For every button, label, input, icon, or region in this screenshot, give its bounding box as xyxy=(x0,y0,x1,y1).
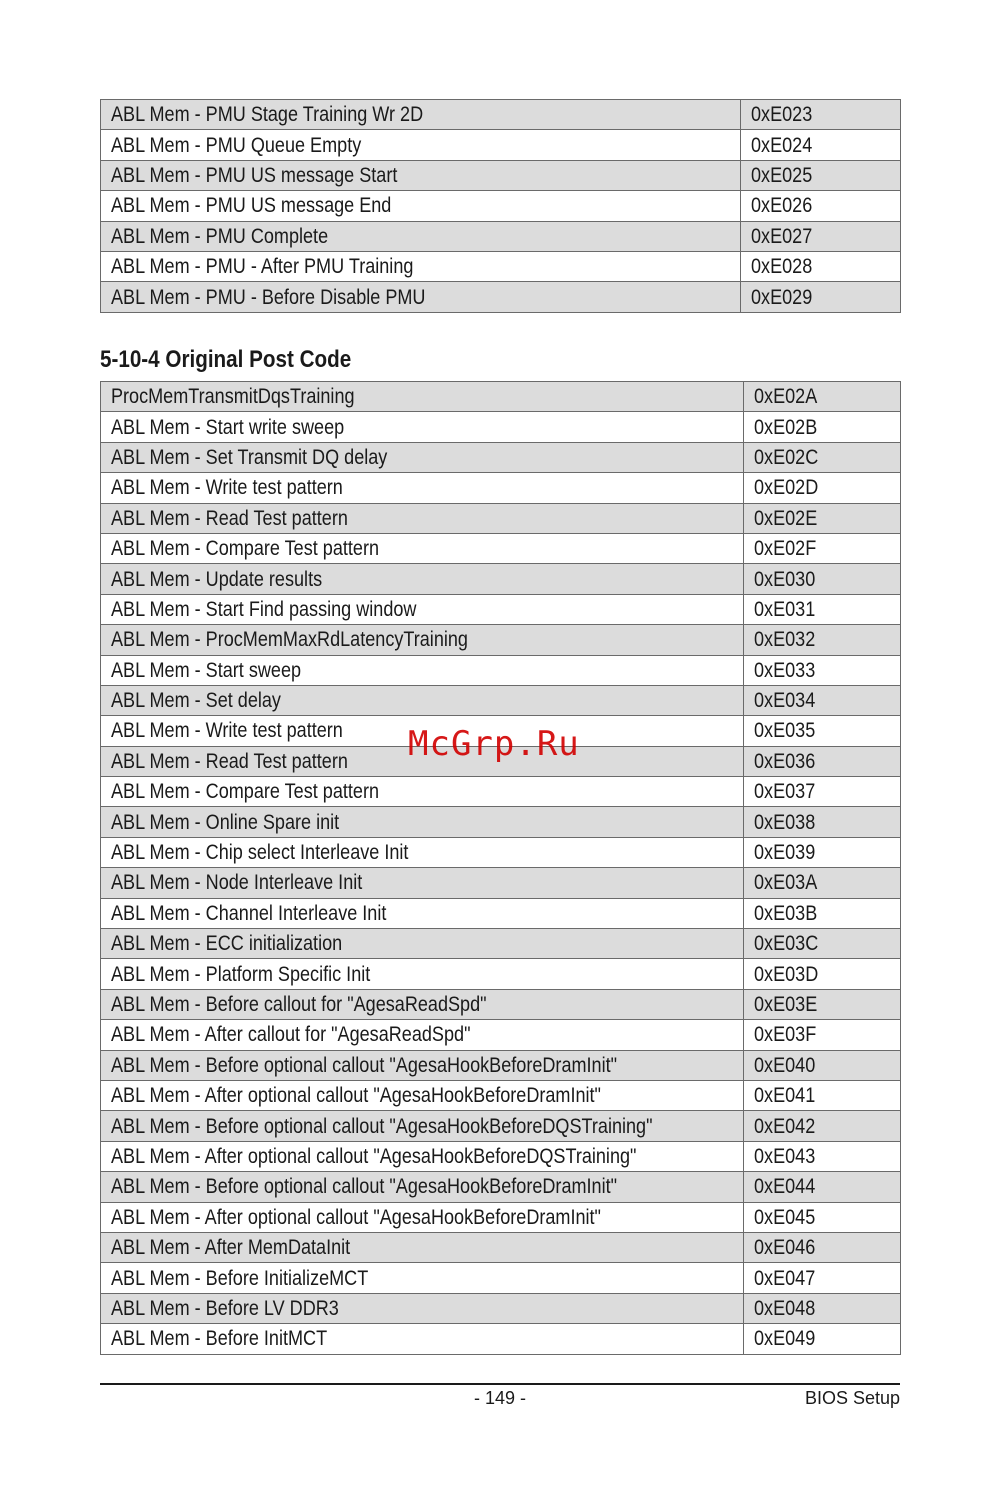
row-code xyxy=(741,191,901,221)
row-description xyxy=(101,837,744,867)
row-code-text: 0xE02B xyxy=(754,415,818,439)
row-code xyxy=(741,251,901,281)
row-description-text: ABL Mem - PMU - Before Disable PMU xyxy=(111,285,426,309)
row-description-text: ABL Mem - PMU US message End xyxy=(111,194,392,218)
row-code xyxy=(741,100,901,130)
row-description xyxy=(101,1263,744,1293)
row-code xyxy=(744,898,901,928)
row-code xyxy=(744,533,901,563)
row-description-text: ABL Mem - PMU - After PMU Training xyxy=(111,255,414,279)
row-code xyxy=(744,959,901,989)
row-code xyxy=(744,685,901,715)
table-row xyxy=(101,685,901,715)
row-description-text: ABL Mem - Start sweep xyxy=(111,658,302,682)
row-code-text: 0xE034 xyxy=(754,689,816,713)
row-code xyxy=(744,1324,901,1354)
row-code xyxy=(744,746,901,776)
row-description-text: ABL Mem - Start write sweep xyxy=(111,415,345,439)
table-row xyxy=(101,1111,901,1141)
table-row xyxy=(101,837,901,867)
row-code xyxy=(744,1202,901,1232)
row-code-text: 0xE02E xyxy=(754,506,818,530)
page-number: - 149 - xyxy=(473,1388,527,1408)
row-code-text: 0xE038 xyxy=(754,810,816,834)
row-description xyxy=(101,564,744,594)
row-description-text: ABL Mem - Online Spare init xyxy=(111,810,340,834)
table-row xyxy=(101,251,901,281)
row-code-text: 0xE02F xyxy=(754,537,817,561)
row-code xyxy=(744,807,901,837)
row-description xyxy=(101,100,741,130)
row-description-text: ABL Mem - Before optional callout "AgesaHookBeforeDramInit" xyxy=(111,1053,618,1077)
row-code xyxy=(744,503,901,533)
row-code-text: 0xE030 xyxy=(754,567,816,591)
row-description xyxy=(101,1324,744,1354)
table-row xyxy=(101,1080,901,1110)
row-code-text: 0xE03B xyxy=(754,901,818,925)
row-description-text: ABL Mem - PMU Complete xyxy=(111,224,329,248)
table-row xyxy=(101,1050,901,1080)
row-description xyxy=(101,503,744,533)
row-code xyxy=(744,1080,901,1110)
row-description xyxy=(101,160,741,190)
row-description xyxy=(101,594,744,624)
row-description xyxy=(101,282,741,312)
row-description-text: ABL Mem - Before callout for "AgesaReadSpd" xyxy=(111,993,487,1016)
row-description-text: ABL Mem - Read Test pattern xyxy=(111,749,348,773)
row-code xyxy=(741,160,901,190)
row-code xyxy=(744,1111,901,1141)
row-description xyxy=(101,1172,744,1202)
row-code-text: 0xE043 xyxy=(754,1144,816,1168)
section-heading xyxy=(100,346,392,374)
table-row xyxy=(101,160,901,190)
row-code xyxy=(744,442,901,472)
post-code-table-top xyxy=(100,99,901,313)
row-code-text: 0xE02C xyxy=(754,445,819,469)
row-description xyxy=(101,1050,744,1080)
post-code-table-main xyxy=(100,381,901,1355)
row-description xyxy=(101,130,741,160)
row-description-text: ABL Mem - Chip select Interleave Init xyxy=(111,841,409,865)
row-code-text: 0xE033 xyxy=(754,658,816,682)
row-description xyxy=(101,655,744,685)
row-description-text: ABL Mem - Write test pattern xyxy=(111,476,343,500)
row-description-text: ABL Mem - Before InitializeMCT xyxy=(111,1266,369,1290)
row-description xyxy=(101,929,744,959)
row-description xyxy=(101,989,744,1019)
row-description-text: ABL Mem - ProcMemMaxRdLatencyTraining xyxy=(111,628,468,652)
row-code xyxy=(744,929,901,959)
table-row xyxy=(101,1293,901,1323)
row-code xyxy=(744,989,901,1019)
table-row xyxy=(101,221,901,251)
row-code-text: 0xE024 xyxy=(751,133,813,157)
row-code-text: 0xE047 xyxy=(754,1266,816,1290)
row-code xyxy=(744,1172,901,1202)
row-code xyxy=(741,221,901,251)
table-row xyxy=(101,777,901,807)
row-code-text: 0xE03A xyxy=(754,871,818,895)
row-description-text: ABL Mem - Node Interleave Init xyxy=(111,871,363,895)
row-description xyxy=(101,442,744,472)
row-description-text: ABL Mem - Read Test pattern xyxy=(111,506,348,530)
row-code-text: 0xE041 xyxy=(754,1084,816,1108)
row-code xyxy=(744,594,901,624)
row-code-text: 0xE023 xyxy=(751,103,813,127)
table-row xyxy=(101,655,901,685)
row-description xyxy=(101,898,744,928)
row-code-text: 0xE045 xyxy=(754,1205,816,1229)
row-description-text: ABL Mem - Before LV DDR3 xyxy=(111,1296,339,1320)
row-description xyxy=(101,625,744,655)
row-description-text: ABL Mem - PMU Queue Empty xyxy=(111,133,362,157)
table-row xyxy=(101,100,901,130)
table-row xyxy=(101,130,901,160)
row-description xyxy=(101,221,741,251)
row-code-text: 0xE03D xyxy=(754,962,819,986)
row-description-text: ABL Mem - After optional callout "AgesaHookBeforeDQSTraining" xyxy=(111,1144,637,1168)
row-code-text: 0xE03F xyxy=(754,1023,817,1047)
row-code-text: 0xE044 xyxy=(754,1175,816,1199)
row-description-text: ABL Mem - Before optional callout "AgesaHookBeforeDramInit" xyxy=(111,1175,618,1199)
table-row xyxy=(101,382,901,412)
row-description-text: ABL Mem - PMU US message Start xyxy=(111,163,398,187)
row-code xyxy=(744,868,901,898)
table-row xyxy=(101,282,901,312)
row-code xyxy=(744,412,901,442)
row-code xyxy=(744,655,901,685)
row-description xyxy=(101,1202,744,1232)
row-description xyxy=(101,1080,744,1110)
table-row xyxy=(101,868,901,898)
table-row xyxy=(101,1232,901,1262)
row-code xyxy=(744,564,901,594)
table-row xyxy=(101,1172,901,1202)
table-row xyxy=(101,503,901,533)
table-row xyxy=(101,594,901,624)
row-code xyxy=(741,130,901,160)
table-row xyxy=(101,1263,901,1293)
watermark: McGrp.Ru xyxy=(408,724,580,764)
row-description-text: ABL Mem - Set delay xyxy=(111,689,281,713)
row-code-text: 0xE046 xyxy=(754,1236,816,1260)
row-description xyxy=(101,959,744,989)
row-code xyxy=(744,837,901,867)
footer-title: BIOS Setup xyxy=(804,1388,900,1408)
row-description-text: ABL Mem - Before optional callout "AgesaHookBeforeDQSTraining" xyxy=(111,1114,653,1138)
row-description xyxy=(101,868,744,898)
table-row xyxy=(101,625,901,655)
row-code xyxy=(744,1020,901,1050)
row-description-text: ABL Mem - Channel Interleave Init xyxy=(111,901,387,925)
row-description xyxy=(101,382,744,412)
row-code-text: 0xE02D xyxy=(754,476,819,500)
row-description xyxy=(101,807,744,837)
row-code-text: 0xE03C xyxy=(754,932,819,956)
table-row xyxy=(101,959,901,989)
table-row xyxy=(101,807,901,837)
row-description-text: ABL Mem - Compare Test pattern xyxy=(111,780,380,804)
row-code-text: 0xE028 xyxy=(751,255,813,279)
row-description xyxy=(101,1232,744,1262)
row-code-text: 0xE02A xyxy=(754,385,818,409)
table-row xyxy=(101,473,901,503)
row-code-text: 0xE032 xyxy=(754,628,816,652)
row-description xyxy=(101,685,744,715)
section-heading-text: 5-10-4 Original Post Code xyxy=(100,346,352,373)
footer-divider xyxy=(100,1383,900,1385)
row-code-text: 0xE027 xyxy=(751,224,813,248)
row-description-text: ABL Mem - Platform Specific Init xyxy=(111,962,371,986)
row-description-text: ABL Mem - Before InitMCT xyxy=(111,1327,328,1351)
row-description xyxy=(101,191,741,221)
row-code xyxy=(744,382,901,412)
table-row xyxy=(101,989,901,1019)
row-description xyxy=(101,251,741,281)
row-description xyxy=(101,412,744,442)
table-row xyxy=(101,412,901,442)
row-code-text: 0xE048 xyxy=(754,1296,816,1320)
row-description-text: ABL Mem - Compare Test pattern xyxy=(111,537,380,561)
row-code xyxy=(744,716,901,746)
table-row xyxy=(101,1324,901,1354)
row-description xyxy=(101,533,744,563)
table-row xyxy=(101,533,901,563)
row-description-text: ABL Mem - Write test pattern xyxy=(111,719,343,743)
row-description xyxy=(101,1141,744,1171)
row-description xyxy=(101,777,744,807)
table-row xyxy=(101,1141,901,1171)
row-code-text: 0xE035 xyxy=(754,719,816,743)
row-description-text: ABL Mem - After MemDataInit xyxy=(111,1236,351,1260)
table-row xyxy=(101,1020,901,1050)
row-description xyxy=(101,1293,744,1323)
table-row xyxy=(101,929,901,959)
row-code-text: 0xE037 xyxy=(754,780,816,804)
row-code-text: 0xE03E xyxy=(754,993,818,1016)
row-description-text: ABL Mem - PMU Stage Training Wr 2D xyxy=(111,103,424,127)
row-code-text: 0xE040 xyxy=(754,1053,816,1077)
row-description-text: ABL Mem - After optional callout "AgesaHookBeforeDramInit" xyxy=(111,1205,601,1229)
row-description xyxy=(101,473,744,503)
row-code xyxy=(744,777,901,807)
table-row xyxy=(101,564,901,594)
row-code xyxy=(744,1141,901,1171)
row-description-text: ABL Mem - After optional callout "AgesaHookBeforeDramInit" xyxy=(111,1084,601,1108)
row-code-text: 0xE036 xyxy=(754,749,816,773)
row-code xyxy=(744,1232,901,1262)
table-row xyxy=(101,191,901,221)
table-row xyxy=(101,442,901,472)
table-row xyxy=(101,898,901,928)
row-code-text: 0xE025 xyxy=(751,163,813,187)
row-description-text: ProcMemTransmitDqsTraining xyxy=(111,385,355,409)
row-code xyxy=(744,473,901,503)
row-code xyxy=(744,1293,901,1323)
row-code-text: 0xE029 xyxy=(751,285,813,309)
row-code xyxy=(744,1050,901,1080)
row-code-text: 0xE031 xyxy=(754,597,816,621)
row-code xyxy=(744,625,901,655)
row-description-text: ABL Mem - ECC initialization xyxy=(111,932,343,956)
row-code xyxy=(744,1263,901,1293)
row-description xyxy=(101,1111,744,1141)
row-code-text: 0xE026 xyxy=(751,194,813,218)
row-description-text: ABL Mem - After callout for "AgesaReadSpd" xyxy=(111,1023,471,1047)
table-row xyxy=(101,1202,901,1232)
row-code-text: 0xE042 xyxy=(754,1114,816,1138)
row-code-text: 0xE039 xyxy=(754,841,816,865)
row-code xyxy=(741,282,901,312)
row-description-text: ABL Mem - Update results xyxy=(111,567,323,591)
row-description-text: ABL Mem - Start Find passing window xyxy=(111,597,417,621)
row-description-text: ABL Mem - Set Transmit DQ delay xyxy=(111,445,388,469)
row-code-text: 0xE049 xyxy=(754,1327,816,1351)
row-description xyxy=(101,1020,744,1050)
